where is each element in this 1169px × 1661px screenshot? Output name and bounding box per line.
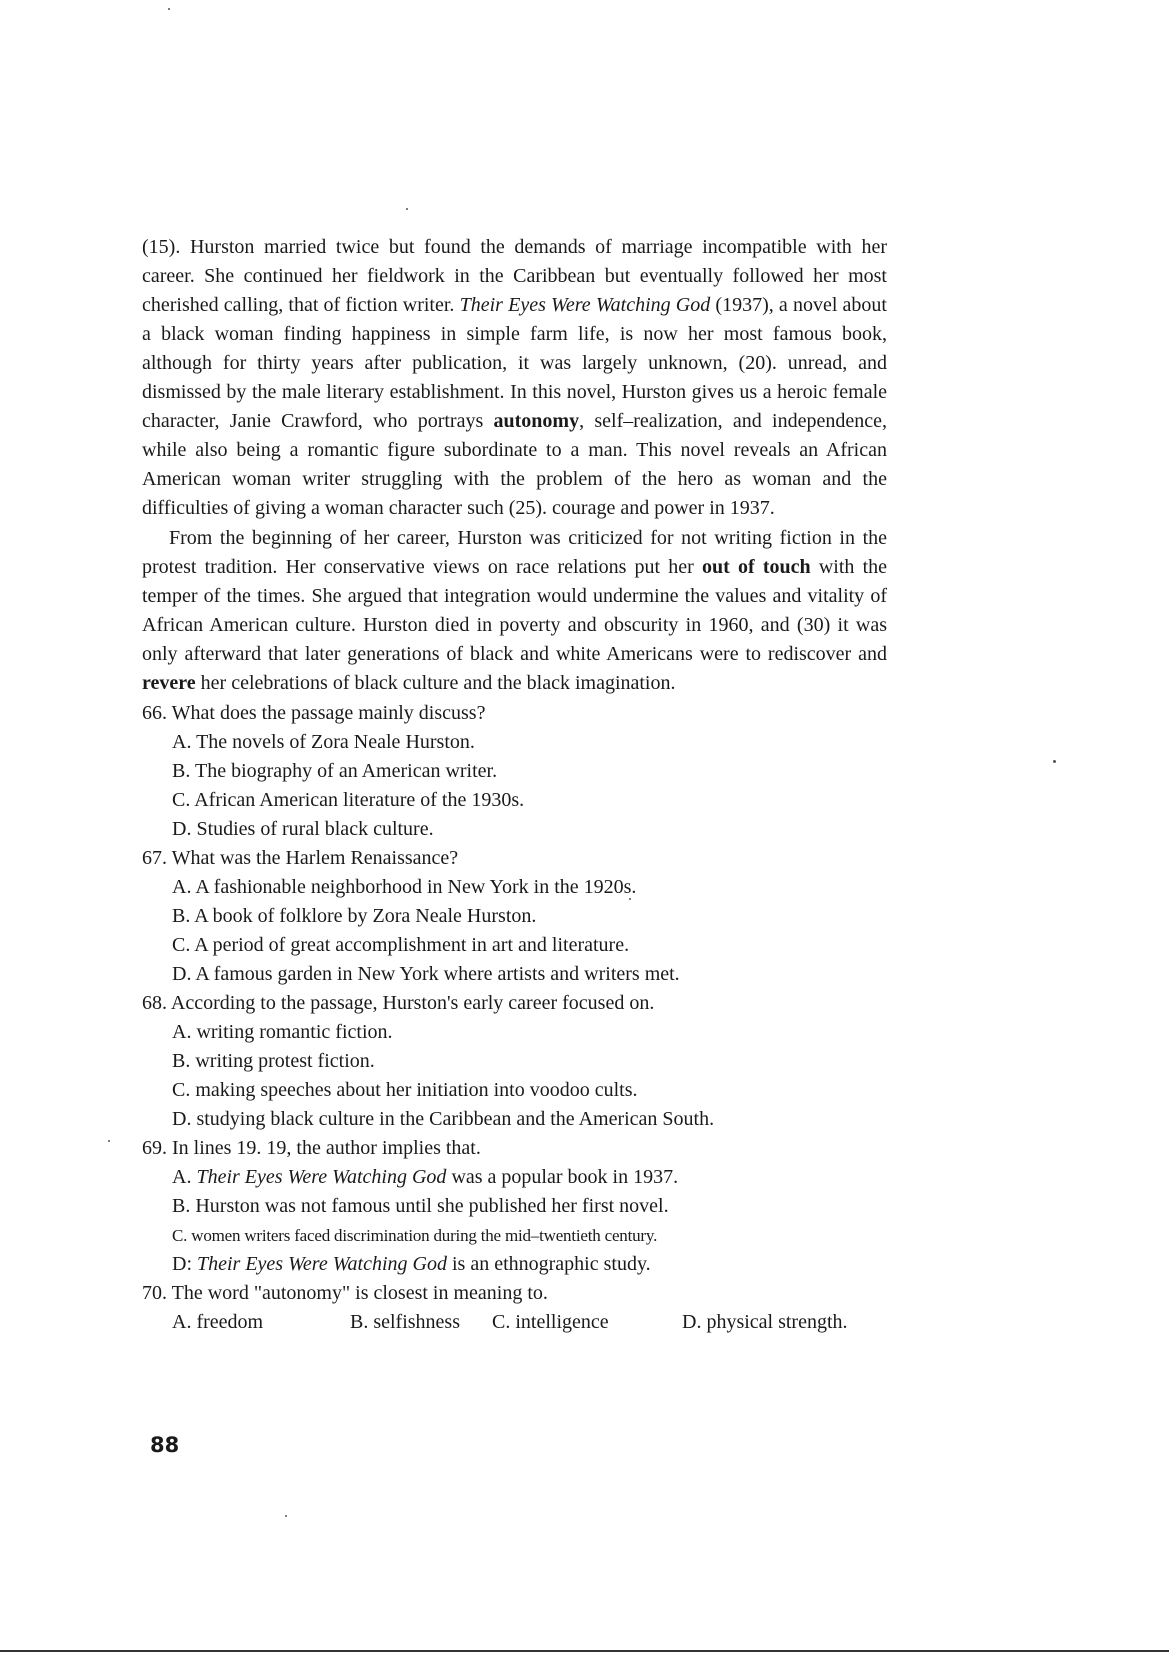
- option-a: A. freedom: [172, 1311, 264, 1333]
- question-stem: 68. According to the passage, Hurston's early career focused on.: [142, 992, 655, 1014]
- keyword-revere: revere: [142, 672, 196, 694]
- option-d: D. studying black culture in the Caribbean and the American South.: [172, 1108, 715, 1130]
- scan-speck: [1053, 760, 1056, 763]
- option-c: C. A period of great accomplishment in art and literature.: [172, 934, 630, 956]
- question-69: [142, 1134, 887, 1279]
- option-b: B. Hurston was not famous until she published her first novel.: [172, 1195, 669, 1217]
- option-b: B. writing protest fiction.: [172, 1050, 375, 1072]
- question-stem: 67. What was the Harlem Renaissance?: [142, 847, 459, 869]
- option-d: D. physical strength.: [682, 1311, 848, 1333]
- option-a: A. writing romantic fiction.: [172, 1021, 393, 1043]
- scan-speck: [285, 1515, 287, 1517]
- paragraph-1: [142, 233, 887, 523]
- question-67: [142, 844, 887, 989]
- scan-speck: [168, 8, 170, 10]
- question-stem: 66. What does the passage mainly discuss?: [142, 702, 486, 724]
- option-text: is an ethnographic study.: [446, 1253, 651, 1275]
- option-d: D. A famous garden in New York where artists and writers met.: [172, 963, 680, 985]
- question-stem: 70. The word "autonomy" is closest in meaning to.: [142, 1282, 548, 1304]
- scan-speck: [406, 208, 408, 210]
- option-c: C. African American literature of the 1930s.: [172, 789, 525, 811]
- scan-edge: [0, 1650, 1169, 1652]
- option-c: C. intelligence: [492, 1311, 609, 1333]
- option-c: C. women writers faced discrimination during the mid–twentieth century.: [172, 1226, 658, 1245]
- paragraph-2-text-b: with the temper of the times. She argued that integration would undermine the values and vitality of African American culture. Hurston died in poverty and obscurity in 1960, and (30) it was only afterward that later generations of black and white Americans were to rediscover and: [142, 556, 888, 665]
- option-a: [142, 1163, 887, 1192]
- book-title: Their Eyes Were Watching God: [459, 294, 711, 316]
- paragraph-2-text-c: her celebrations of black culture and the black imagination.: [195, 672, 676, 694]
- option-a: A. A fashionable neighborhood in New York in the 1920s.: [172, 876, 637, 898]
- option-b: B. selfishness: [350, 1311, 460, 1333]
- scan-speck: [108, 1140, 110, 1142]
- paragraph-1-text-a: (15). Hurston married twice but found the demands of marriage incompatible with her career. She continued her fieldwork in the Caribbean but eventually followed her most cherished calling, that of fiction writer.: [142, 236, 887, 316]
- option-letter: D:: [172, 1253, 197, 1275]
- paragraph-2: [142, 524, 887, 698]
- question-70: [142, 1279, 887, 1337]
- option-b: B. The biography of an American writer.: [172, 760, 498, 782]
- option-c: C. making speeches about her initiation into voodoo cults.: [172, 1079, 638, 1101]
- option-letter: A.: [172, 1166, 197, 1188]
- option-row: [142, 1308, 887, 1337]
- book-title: Their Eyes Were Watching God: [197, 1253, 447, 1275]
- option-d: D. Studies of rural black culture.: [172, 818, 434, 840]
- question-66: [142, 699, 887, 844]
- paragraph-1-text-c: , self–realization, and independence, while also being a romantic figure subordinate to a man. This novel reveals an African American woman writer struggling with the problem of the hero as woman and the difficulties of giving a woman character such (25). courage and power in 1937.: [142, 410, 887, 519]
- question-68: [142, 989, 887, 1134]
- paragraph-1-text-b: (1937), a novel about a black woman finding happiness in simple farm life, is now her most famous book, although for thirty years after publication, it was largely unknown, (20). unread, and dismissed by the male literary establishment. In this novel, Hurston gives us a heroic female character, Janie Crawford, who portrays: [142, 294, 887, 432]
- option-text: was a popular book in 1937.: [446, 1166, 679, 1188]
- paragraph-2-text-a: From the beginning of her career, Hurston was criticized for not writing fiction in the protest tradition. Her conservative views on race relations put her: [142, 527, 887, 578]
- page-number: 88: [150, 1433, 180, 1457]
- book-title: Their Eyes Were Watching God: [196, 1166, 447, 1188]
- option-d: [142, 1250, 887, 1279]
- option-b: B. A book of folklore by Zora Neale Hurston.: [172, 905, 537, 927]
- question-stem: 69. In lines 19. 19, the author implies that.: [142, 1137, 481, 1159]
- option-a: A. The novels of Zora Neale Hurston.: [172, 731, 475, 753]
- keyword-out-of-touch: out of touch: [702, 556, 811, 578]
- scan-speck: [629, 898, 631, 900]
- text-block: [142, 233, 887, 1337]
- keyword-autonomy: autonomy: [493, 410, 580, 432]
